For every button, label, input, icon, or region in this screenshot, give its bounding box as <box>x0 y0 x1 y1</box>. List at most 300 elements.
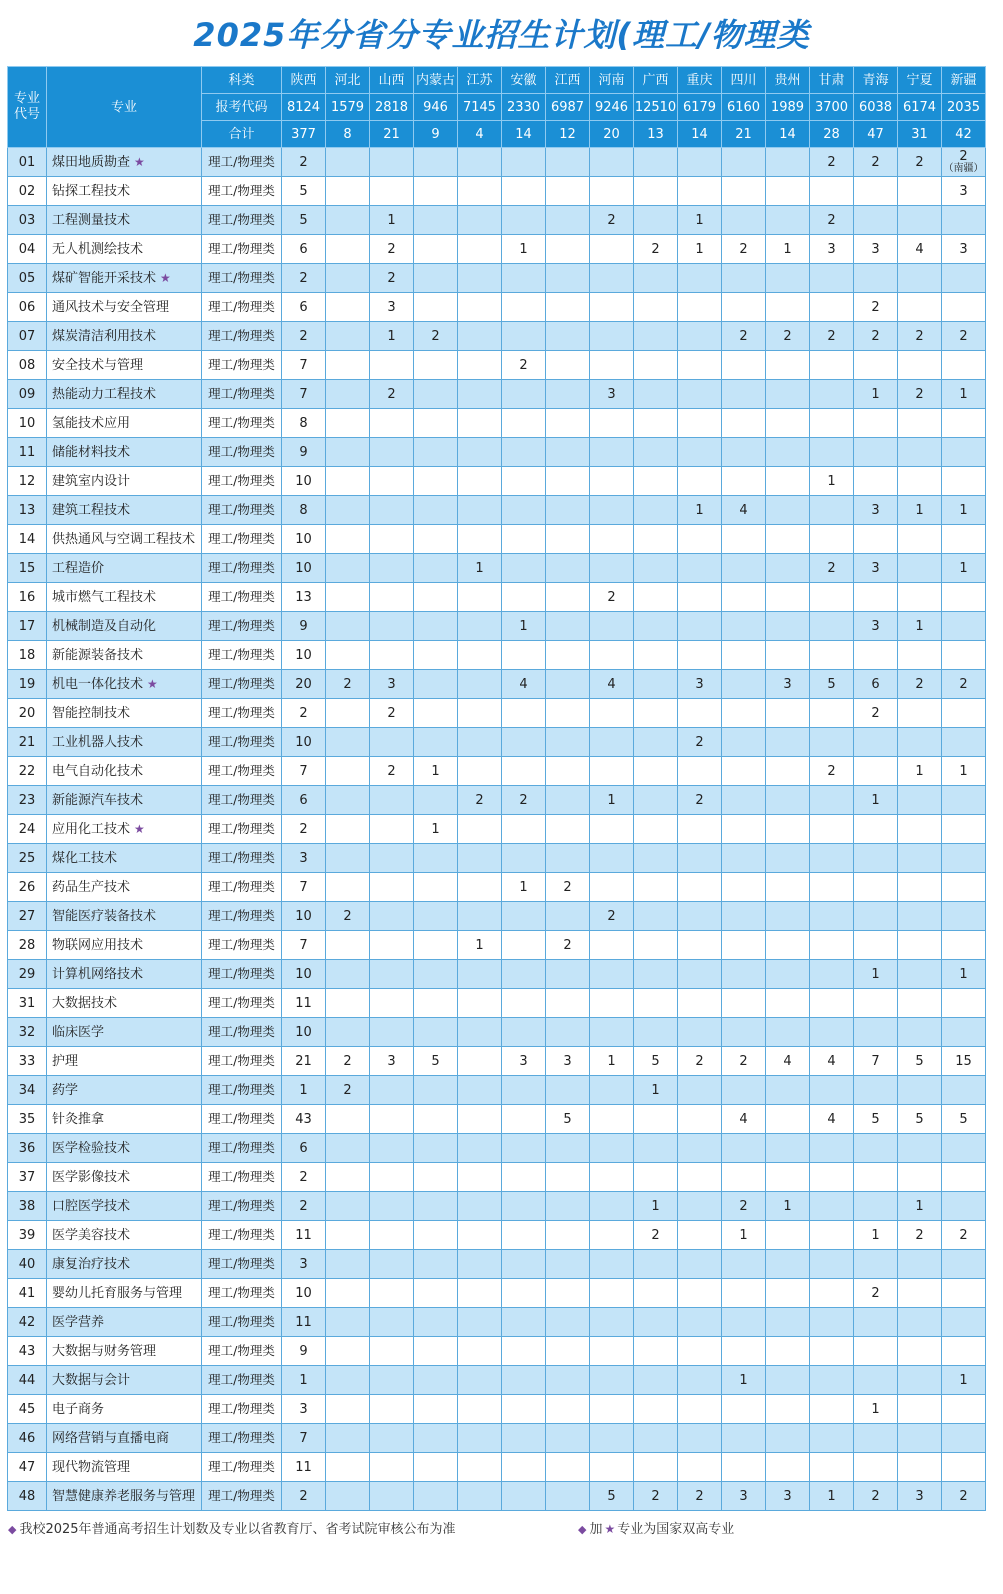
quota-cell <box>458 322 502 351</box>
quota-cell <box>546 351 590 380</box>
quota-cell <box>722 1366 766 1395</box>
quota-value: 2 <box>915 386 924 402</box>
quota-cell <box>414 1076 458 1105</box>
major-name: 药学 <box>52 1082 79 1098</box>
quota-cell <box>634 1366 678 1395</box>
quota-cell <box>282 1453 326 1482</box>
quota-cell <box>854 931 898 960</box>
total-cell: 28 <box>810 121 854 148</box>
category-cell: 理工/物理类 <box>202 583 282 612</box>
quota-cell <box>282 612 326 641</box>
quota-cell <box>590 1250 634 1279</box>
quota-cell <box>458 989 502 1018</box>
table-row <box>8 1163 986 1192</box>
major-code-cell: 14 <box>8 525 47 554</box>
quota-cell <box>414 380 458 409</box>
quota-cell <box>282 264 326 293</box>
quota-cell <box>590 1366 634 1395</box>
quota-cell <box>722 409 766 438</box>
quota-cell <box>502 264 546 293</box>
category-cell: 理工/物理类 <box>202 1018 282 1047</box>
quota-cell <box>722 1424 766 1453</box>
quota-cell <box>546 960 590 989</box>
major-name: 网络营销与直播电商 <box>52 1430 170 1446</box>
quota-cell <box>546 844 590 873</box>
major-code-cell: 45 <box>8 1395 47 1424</box>
category-cell: 理工/物理类 <box>202 322 282 351</box>
quota-cell <box>370 293 414 322</box>
table-row <box>8 1105 986 1134</box>
quota-cell <box>282 1221 326 1250</box>
quota-cell <box>678 1047 722 1076</box>
table-row <box>8 1018 986 1047</box>
quota-cell <box>546 1424 590 1453</box>
major-code-cell: 38 <box>8 1192 47 1221</box>
exam-code-cell: 2330 <box>502 94 546 121</box>
quota-cell <box>458 1395 502 1424</box>
quota-cell <box>722 1105 766 1134</box>
major-code-cell: 23 <box>8 786 47 815</box>
major-code-cell: 07 <box>8 322 47 351</box>
quota-cell <box>326 1105 370 1134</box>
quota-cell <box>898 235 942 264</box>
quota-cell <box>546 1076 590 1105</box>
quota-cell <box>326 1192 370 1221</box>
quota-cell <box>502 699 546 728</box>
quota-cell <box>590 902 634 931</box>
quota-value: 8 <box>299 502 308 518</box>
exam-code-cell: 1579 <box>326 94 370 121</box>
quota-cell <box>942 844 986 873</box>
quota-cell <box>370 1308 414 1337</box>
quota-cell <box>810 728 854 757</box>
quota-cell <box>722 989 766 1018</box>
quota-cell <box>766 264 810 293</box>
quota-cell <box>766 931 810 960</box>
quota-value: 2 <box>827 328 836 344</box>
quota-cell <box>678 873 722 902</box>
quota-cell <box>414 902 458 931</box>
quota-cell <box>942 989 986 1018</box>
quota-value: 8 <box>299 415 308 431</box>
quota-cell <box>458 1047 502 1076</box>
quota-value: 2 <box>739 1198 748 1214</box>
quota-cell <box>766 1134 810 1163</box>
major-code-cell: 20 <box>8 699 47 728</box>
quota-cell <box>898 902 942 931</box>
major-code-cell: 42 <box>8 1308 47 1337</box>
quota-cell <box>326 1076 370 1105</box>
province-header: 新疆 <box>942 67 986 94</box>
quota-value: 2 <box>563 879 572 895</box>
quota-cell <box>854 177 898 206</box>
quota-cell <box>722 583 766 612</box>
category-cell: 理工/物理类 <box>202 1163 282 1192</box>
quota-cell <box>678 815 722 844</box>
quota-cell <box>942 1134 986 1163</box>
quota-cell <box>458 1279 502 1308</box>
quota-cell <box>282 293 326 322</box>
quota-cell <box>810 612 854 641</box>
quota-cell <box>854 264 898 293</box>
quota-cell <box>854 525 898 554</box>
quota-value: 2 <box>827 560 836 576</box>
quota-cell <box>326 931 370 960</box>
quota-cell <box>810 554 854 583</box>
category-cell: 理工/物理类 <box>202 960 282 989</box>
quota-cell <box>634 1250 678 1279</box>
quota-cell <box>810 670 854 699</box>
quota-cell <box>810 1337 854 1366</box>
quota-cell <box>810 1018 854 1047</box>
table-row <box>8 467 986 496</box>
quota-cell <box>326 757 370 786</box>
quota-cell <box>370 844 414 873</box>
quota-cell <box>678 1395 722 1424</box>
quota-value: 6 <box>871 676 880 692</box>
quota-cell <box>282 641 326 670</box>
quota-cell <box>766 989 810 1018</box>
quota-cell <box>502 757 546 786</box>
major-name: 护理 <box>52 1053 79 1069</box>
quota-cell <box>810 699 854 728</box>
major-name: 应用化工技术 <box>52 821 131 837</box>
quota-cell <box>370 931 414 960</box>
quota-value: 2 <box>299 1169 308 1185</box>
major-name-cell <box>47 815 202 844</box>
quota-cell <box>590 1105 634 1134</box>
quota-cell <box>810 815 854 844</box>
quota-cell <box>810 1047 854 1076</box>
quota-cell <box>854 1250 898 1279</box>
quota-cell <box>766 641 810 670</box>
quota-value: 6 <box>299 299 308 315</box>
quota-cell <box>678 1105 722 1134</box>
quota-cell <box>326 1221 370 1250</box>
quota-cell <box>634 931 678 960</box>
quota-cell <box>810 467 854 496</box>
quota-value: 3 <box>299 850 308 866</box>
quota-cell <box>502 1308 546 1337</box>
quota-cell <box>942 960 986 989</box>
quota-cell <box>546 786 590 815</box>
quota-value: 1 <box>431 821 440 837</box>
quota-cell <box>502 1366 546 1395</box>
category-cell: 理工/物理类 <box>202 902 282 931</box>
quota-value: 1 <box>739 1227 748 1243</box>
total-cell: 14 <box>678 121 722 148</box>
quota-cell <box>898 496 942 525</box>
quota-cell <box>810 1076 854 1105</box>
major-name-cell <box>47 699 202 728</box>
quota-value: 2 <box>915 676 924 692</box>
quota-cell <box>678 1076 722 1105</box>
quota-cell <box>546 264 590 293</box>
table-row <box>8 438 986 467</box>
quota-cell <box>502 931 546 960</box>
major-code-cell: 19 <box>8 670 47 699</box>
quota-value: 2 <box>431 328 440 344</box>
category-cell: 理工/物理类 <box>202 1337 282 1366</box>
major-code-cell: 27 <box>8 902 47 931</box>
quota-cell <box>458 902 502 931</box>
quota-cell <box>898 1482 942 1511</box>
quota-cell <box>810 1163 854 1192</box>
quota-cell <box>634 1134 678 1163</box>
quota-cell <box>326 206 370 235</box>
quota-value: 2 <box>695 1053 704 1069</box>
quota-value: 2 <box>695 1488 704 1504</box>
quota-cell <box>326 554 370 583</box>
quota-cell <box>370 1482 414 1511</box>
quota-cell <box>590 148 634 177</box>
quota-cell <box>898 1424 942 1453</box>
quota-cell <box>414 641 458 670</box>
quota-cell <box>942 1337 986 1366</box>
table-row <box>8 699 986 728</box>
category-cell: 理工/物理类 <box>202 1250 282 1279</box>
quota-value: 10 <box>295 966 312 982</box>
quota-cell <box>810 1366 854 1395</box>
category-cell: 理工/物理类 <box>202 728 282 757</box>
quota-cell <box>414 1453 458 1482</box>
major-name: 计算机网络技术 <box>52 966 144 982</box>
quota-cell <box>634 1018 678 1047</box>
quota-cell <box>370 1337 414 1366</box>
quota-cell <box>766 351 810 380</box>
quota-cell <box>722 873 766 902</box>
quota-value: 1 <box>783 241 792 257</box>
quota-cell <box>502 467 546 496</box>
quota-cell <box>942 322 986 351</box>
major-name: 临床医学 <box>52 1024 105 1040</box>
major-name-cell <box>47 409 202 438</box>
table-row <box>8 1482 986 1511</box>
major-name: 现代物流管理 <box>52 1459 131 1475</box>
quota-cell <box>326 670 370 699</box>
quota-cell <box>414 148 458 177</box>
quota-cell <box>898 177 942 206</box>
quota-cell <box>370 206 414 235</box>
major-name: 机电一体化技术 <box>52 676 144 692</box>
quota-cell <box>678 670 722 699</box>
quota-cell <box>634 583 678 612</box>
quota-cell <box>370 757 414 786</box>
quota-cell <box>810 177 854 206</box>
table-row <box>8 583 986 612</box>
quota-cell <box>854 1047 898 1076</box>
quota-cell <box>546 699 590 728</box>
quota-cell <box>722 902 766 931</box>
exam-code-cell: 6160 <box>722 94 766 121</box>
quota-cell <box>898 728 942 757</box>
quota-cell <box>458 467 502 496</box>
category-cell: 理工/物理类 <box>202 1105 282 1134</box>
major-code-cell: 10 <box>8 409 47 438</box>
quota-cell <box>282 1163 326 1192</box>
quota-cell <box>370 525 414 554</box>
quota-cell <box>502 1453 546 1482</box>
major-code-cell: 35 <box>8 1105 47 1134</box>
quota-cell <box>326 786 370 815</box>
quota-cell <box>590 293 634 322</box>
quota-cell <box>942 902 986 931</box>
quota-cell <box>634 1192 678 1221</box>
quota-cell <box>414 496 458 525</box>
quota-value: 1 <box>959 560 968 576</box>
quota-cell <box>722 931 766 960</box>
quota-cell <box>370 177 414 206</box>
quota-cell <box>458 1308 502 1337</box>
quota-cell <box>458 815 502 844</box>
quota-cell <box>370 1453 414 1482</box>
major-code-cell: 37 <box>8 1163 47 1192</box>
quota-cell <box>282 438 326 467</box>
quota-cell <box>722 177 766 206</box>
quota-cell <box>546 177 590 206</box>
quota-cell <box>898 815 942 844</box>
quota-cell <box>370 264 414 293</box>
quota-value: 2 <box>299 1198 308 1214</box>
province-header: 重庆 <box>678 67 722 94</box>
quota-value: 10 <box>295 473 312 489</box>
major-name-cell <box>47 1163 202 1192</box>
quota-cell <box>282 554 326 583</box>
quota-cell <box>326 1250 370 1279</box>
major-name-cell <box>47 1192 202 1221</box>
major-name-cell <box>47 293 202 322</box>
quota-cell <box>942 264 986 293</box>
quota-value: 4 <box>915 241 924 257</box>
quota-cell <box>634 496 678 525</box>
quota-cell <box>942 1047 986 1076</box>
category-cell: 理工/物理类 <box>202 1221 282 1250</box>
major-name: 智慧健康养老服务与管理 <box>52 1488 196 1504</box>
table-row <box>8 1366 986 1395</box>
quota-cell <box>810 1424 854 1453</box>
quota-cell <box>634 699 678 728</box>
category-cell: 理工/物理类 <box>202 612 282 641</box>
quota-cell <box>414 1366 458 1395</box>
major-code-cell: 28 <box>8 931 47 960</box>
quota-cell <box>766 1424 810 1453</box>
major-name-cell <box>47 1221 202 1250</box>
quota-cell <box>502 1424 546 1453</box>
category-cell: 理工/物理类 <box>202 525 282 554</box>
quota-cell <box>634 902 678 931</box>
quota-value: 2 <box>343 908 352 924</box>
category-cell: 理工/物理类 <box>202 1076 282 1105</box>
quota-cell <box>854 1337 898 1366</box>
quota-cell <box>282 206 326 235</box>
quota-cell <box>282 1308 326 1337</box>
quota-cell <box>282 380 326 409</box>
major-code-cell: 43 <box>8 1337 47 1366</box>
province-header: 河北 <box>326 67 370 94</box>
quota-cell <box>370 1134 414 1163</box>
quota-cell <box>810 1221 854 1250</box>
quota-cell <box>634 467 678 496</box>
quota-cell <box>810 235 854 264</box>
quota-value: 2 <box>343 1053 352 1069</box>
quota-cell <box>634 380 678 409</box>
quota-cell <box>282 1395 326 1424</box>
major-name-cell <box>47 525 202 554</box>
quota-cell <box>502 1105 546 1134</box>
quota-cell <box>810 1395 854 1424</box>
quota-cell <box>546 206 590 235</box>
quota-cell <box>942 293 986 322</box>
quota-value: 4 <box>783 1053 792 1069</box>
category-cell: 理工/物理类 <box>202 177 282 206</box>
quota-cell <box>502 206 546 235</box>
quota-cell <box>898 1076 942 1105</box>
quota-cell <box>854 1366 898 1395</box>
star-icon: ★ <box>134 821 145 836</box>
quota-cell <box>590 1482 634 1511</box>
quota-cell <box>546 409 590 438</box>
quota-cell <box>590 351 634 380</box>
quota-cell <box>854 496 898 525</box>
quota-cell <box>590 380 634 409</box>
quota-cell <box>590 1192 634 1221</box>
quota-cell <box>590 960 634 989</box>
category-cell: 理工/物理类 <box>202 1395 282 1424</box>
quota-cell <box>678 206 722 235</box>
quota-value: 21 <box>295 1053 312 1069</box>
quota-cell <box>898 409 942 438</box>
quota-cell <box>414 467 458 496</box>
quota-cell <box>414 177 458 206</box>
quota-cell <box>458 1134 502 1163</box>
major-code-cell: 01 <box>8 148 47 177</box>
quota-value: 1 <box>519 618 528 634</box>
quota-cell <box>898 148 942 177</box>
quota-cell <box>282 786 326 815</box>
major-code-cell: 33 <box>8 1047 47 1076</box>
quota-cell <box>590 670 634 699</box>
quota-cell <box>942 438 986 467</box>
major-name: 煤炭清洁利用技术 <box>52 328 157 344</box>
quota-cell <box>502 1279 546 1308</box>
table-row <box>8 612 986 641</box>
quota-cell <box>282 322 326 351</box>
quota-cell <box>458 1018 502 1047</box>
major-name: 医学影像技术 <box>52 1169 131 1185</box>
quota-cell <box>414 351 458 380</box>
province-header: 江苏 <box>458 67 502 94</box>
quota-cell <box>854 670 898 699</box>
quota-cell <box>370 728 414 757</box>
province-header: 江西 <box>546 67 590 94</box>
quota-cell <box>678 1018 722 1047</box>
footer-note-right: ◆ 加 ★ 专业为国家双高专业 <box>578 1522 735 1537</box>
quota-cell <box>722 467 766 496</box>
quota-cell <box>722 1134 766 1163</box>
quota-value: 2 <box>387 241 396 257</box>
quota-value: 2 <box>959 676 968 692</box>
major-code-cell: 06 <box>8 293 47 322</box>
exam-code-cell: 1989 <box>766 94 810 121</box>
major-name-cell <box>47 873 202 902</box>
quota-cell <box>370 583 414 612</box>
quota-cell <box>678 786 722 815</box>
header-row-label: 合计 <box>202 121 282 148</box>
category-cell: 理工/物理类 <box>202 786 282 815</box>
quota-cell <box>898 554 942 583</box>
quota-cell <box>678 902 722 931</box>
quota-cell <box>810 438 854 467</box>
